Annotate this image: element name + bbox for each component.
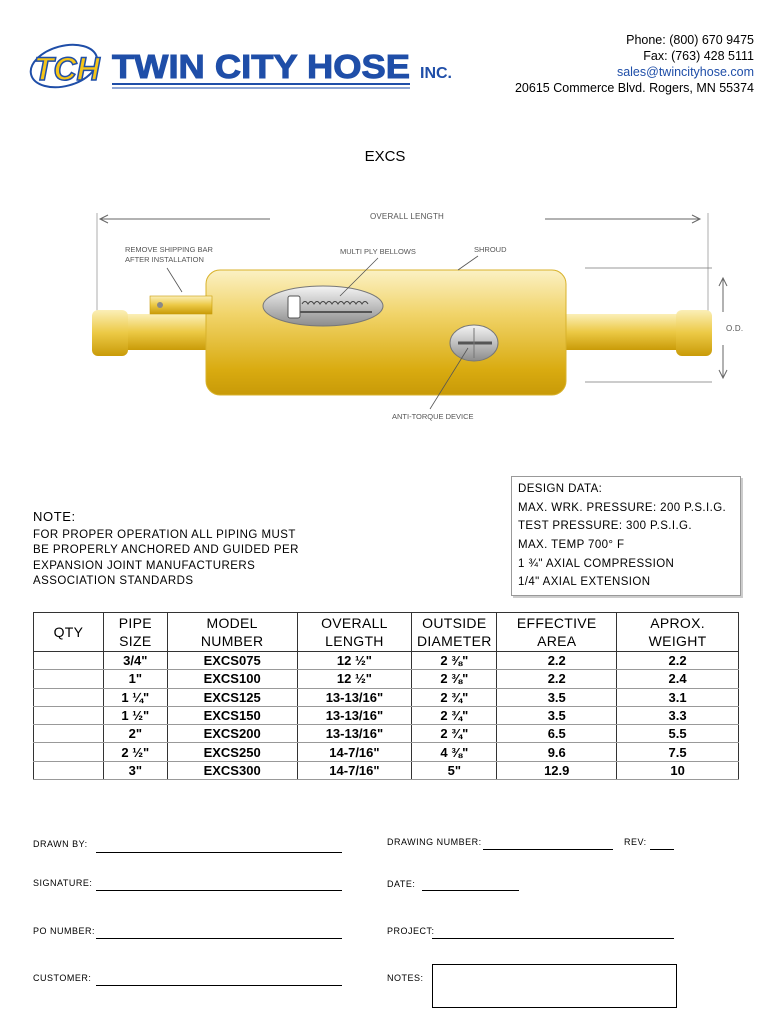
design-data-title: DESIGN DATA:	[518, 483, 603, 495]
drawing-number-label: DRAWING NUMBER:	[387, 837, 482, 847]
table-cell: EXCS150	[167, 706, 297, 724]
po-number-label: PO NUMBER:	[33, 926, 96, 936]
spec-table	[33, 612, 739, 780]
table-cell: 3.5	[497, 688, 617, 706]
design-data-box	[511, 476, 741, 596]
table-cell: 3.1	[617, 688, 739, 706]
label-shipping-bar-1: REMOVE SHIPPING BAR	[125, 245, 213, 254]
table-cell	[34, 743, 104, 761]
note-line: BE PROPERLY ANCHORED AND GUIDED PER	[33, 544, 299, 556]
table-cell: 2 ¾"	[412, 725, 497, 743]
table-row	[34, 688, 739, 706]
po-number-field[interactable]	[96, 938, 342, 939]
table-cell	[34, 670, 104, 688]
design-data-line: MAX. WRK. PRESSURE: 200 P.S.I.G.	[518, 502, 727, 514]
design-data-line: 1 ¾" AXIAL COMPRESSION	[518, 558, 675, 570]
logo-suffix: INC.	[420, 65, 452, 82]
table-row	[34, 652, 739, 670]
page-title: EXCS	[364, 148, 406, 165]
rev-label: REV:	[624, 837, 647, 847]
table-cell: 2.2	[497, 652, 617, 670]
customer-field[interactable]	[96, 985, 342, 986]
table-cell: 14-7/16"	[297, 743, 412, 761]
table-cell: 12 ½"	[297, 670, 412, 688]
rev-field[interactable]	[650, 849, 674, 850]
table-cell: 2.2	[497, 670, 617, 688]
date-label: DATE:	[387, 879, 416, 889]
table-cell: 2 ½"	[103, 743, 167, 761]
table-cell: 13-13/16"	[297, 706, 412, 724]
table-cell: 9.6	[497, 743, 617, 761]
table-cell: 4 ⅜"	[412, 743, 497, 761]
table-header-row	[34, 613, 739, 652]
drawn-by-field[interactable]	[96, 852, 342, 853]
email-link[interactable]: sales@twincityhose.com	[616, 65, 754, 79]
company-logo	[28, 36, 468, 96]
fax: Fax: (763) 428 5111	[643, 49, 754, 63]
table-cell: 2.2	[617, 652, 739, 670]
table-cell: 3/4"	[103, 652, 167, 670]
table-cell: 2 ⅜"	[412, 670, 497, 688]
table-row	[34, 670, 739, 688]
table-cell: EXCS200	[167, 725, 297, 743]
table-cell: EXCS125	[167, 688, 297, 706]
product-drawing	[0, 200, 770, 430]
table-cell: 2 ¾"	[412, 688, 497, 706]
notes-label: NOTES:	[387, 973, 424, 983]
header-pipe-size: PIPE SIZE	[103, 613, 167, 652]
notes-field[interactable]	[432, 964, 677, 1008]
signature-field[interactable]	[96, 890, 342, 891]
design-data-line: MAX. TEMP 700° F	[518, 539, 625, 551]
header-effective-area: EFFECTIVE AREA	[497, 613, 617, 652]
table-cell	[34, 761, 104, 779]
table-cell: 2 ⅜"	[412, 652, 497, 670]
label-overall-length: OVERALL LENGTH	[369, 212, 445, 221]
note-line: FOR PROPER OPERATION ALL PIPING MUST	[33, 528, 296, 541]
table-cell: EXCS075	[167, 652, 297, 670]
table-cell: 13-13/16"	[297, 725, 412, 743]
table-cell: 12.9	[497, 761, 617, 779]
table-cell: 2.4	[617, 670, 739, 688]
table-cell: EXCS100	[167, 670, 297, 688]
drawn-by-label: DRAWN BY:	[33, 839, 88, 849]
header-overall-length: OVERALL LENGTH	[297, 613, 412, 652]
table-cell: 1 ¼"	[103, 688, 167, 706]
phone: Phone: (800) 670 9475	[626, 33, 754, 47]
table-cell	[34, 652, 104, 670]
header-qty: QTY	[34, 613, 104, 652]
project-label: PROJECT:	[387, 926, 435, 936]
table-cell: 13-13/16"	[297, 688, 412, 706]
table-cell: 5.5	[617, 725, 739, 743]
table-cell: 7.5	[617, 743, 739, 761]
label-bellows: MULTI PLY BELLOWS	[340, 247, 416, 256]
table-cell	[34, 688, 104, 706]
table-row	[34, 725, 739, 743]
header-outside-diameter: OUTSIDE DIAMETER	[412, 613, 497, 652]
customer-label: CUSTOMER:	[33, 973, 92, 983]
table-cell: 3.5	[497, 706, 617, 724]
note-title: NOTE:	[33, 509, 76, 524]
table-cell: 12 ½"	[297, 652, 412, 670]
table-cell: EXCS300	[167, 761, 297, 779]
drawing-number-field[interactable]	[483, 849, 613, 850]
note-line: ASSOCIATION STANDARDS	[33, 575, 194, 587]
logo-mark: TCH	[34, 51, 100, 87]
logo-name: TWIN CITY HOSE	[112, 48, 410, 85]
design-data-line: 1/4" AXIAL EXTENSION	[518, 576, 651, 588]
table-cell	[34, 706, 104, 724]
table-cell: 2 ¾"	[412, 706, 497, 724]
table-cell: 3.3	[617, 706, 739, 724]
note-block	[33, 509, 299, 590]
label-shipping-bar-2: AFTER INSTALLATION	[125, 255, 204, 264]
label-anti-torque: ANTI-TORQUE DEVICE	[392, 412, 474, 421]
label-shroud: SHROUD	[474, 245, 507, 254]
header-model-number: MODEL NUMBER	[167, 613, 297, 652]
table-cell: 14-7/16"	[297, 761, 412, 779]
table-cell: EXCS250	[167, 743, 297, 761]
table-cell: 1 ½"	[103, 706, 167, 724]
table-row	[34, 743, 739, 761]
signature-label: SIGNATURE:	[33, 878, 93, 888]
design-data-line: TEST PRESSURE: 300 P.S.I.G.	[518, 520, 692, 532]
table-cell: 6.5	[497, 725, 617, 743]
table-row	[34, 761, 739, 779]
label-od: O.D.	[726, 324, 744, 333]
table-cell	[34, 725, 104, 743]
table-cell: 3"	[103, 761, 167, 779]
project-field[interactable]	[432, 938, 674, 939]
table-row	[34, 706, 739, 724]
table-cell: 10	[617, 761, 739, 779]
table-cell: 5"	[412, 761, 497, 779]
address: 20615 Commerce Blvd. Rogers, MN 55374	[514, 81, 754, 95]
note-line: EXPANSION JOINT MANUFACTURERS	[33, 559, 256, 572]
contact-block	[515, 32, 754, 96]
date-field[interactable]	[422, 890, 519, 891]
table-cell: 1"	[103, 670, 167, 688]
header-weight: APROX. WEIGHT	[617, 613, 739, 652]
table-cell: 2"	[103, 725, 167, 743]
